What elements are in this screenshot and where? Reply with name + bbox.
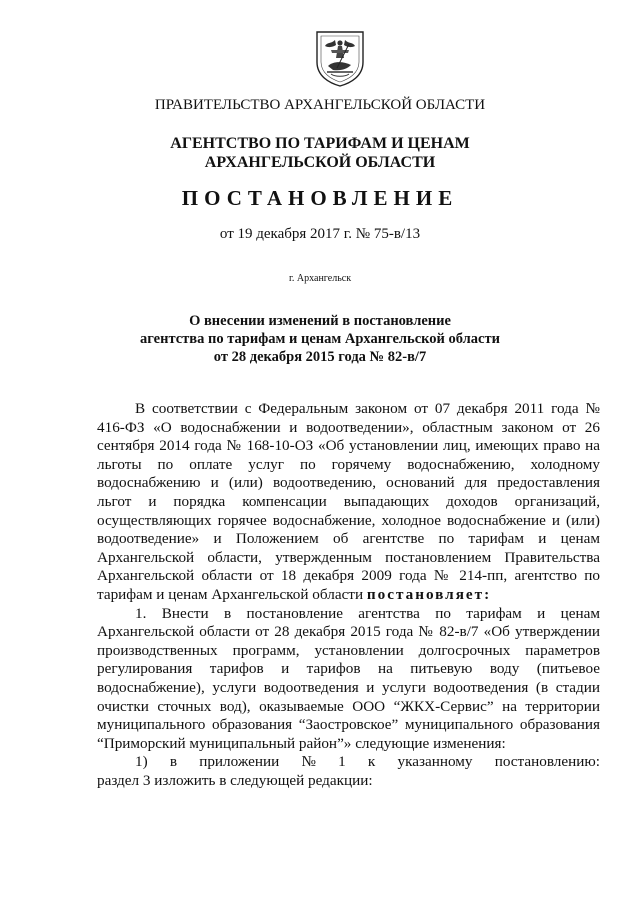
subitem-word: 1: [338, 753, 346, 771]
document-type: ПОСТАНОВЛЕНИЕ: [181, 186, 459, 210]
subitem-word: в: [169, 753, 178, 771]
agency-name-line1: АГЕНТСТВО ПО ТАРИФАМ И ЦЕНАМ: [170, 135, 470, 152]
subitem-1-continuation: раздел 3 изложить в следующей редакции:: [97, 771, 373, 789]
document-body: [97, 400, 600, 790]
coat-of-arms-emblem: [313, 28, 367, 88]
subitem-word: постановлению:: [494, 753, 600, 771]
subitem-word: №: [301, 753, 316, 771]
document-city: г. Архангельск: [288, 273, 352, 284]
subject-line1: О внесении изменений в постановление: [189, 313, 451, 329]
document-date-number: от 19 декабря 2017 г. № 75-в/13: [219, 226, 421, 242]
agency-name-line2: АРХАНГЕЛЬСКОЙ ОБЛАСТИ: [204, 154, 436, 171]
subitem-word: приложении: [199, 753, 280, 771]
subitem-word: 1): [135, 753, 148, 771]
preamble-paragraph: [97, 400, 600, 605]
subject-line2: агентства по тарифам и ценам Архангельской области: [140, 331, 500, 347]
resolves-keyword: постановляет:: [366, 585, 492, 603]
subitem-word: к: [367, 753, 376, 771]
agency-name: [0, 134, 640, 172]
subitem-1-line: [97, 753, 600, 772]
subitem-word: указанному: [397, 753, 473, 771]
preamble-text: В соответствии с Федеральным законом от 07 декабря 2011 года № 416-ФЗ «О водоснабжении и водоотведении», областным законом от 26 сентября 2014 года № 168-10-ОЗ «Об установлении лиц, имеющих право на льготы по оплате услуг по горячему водоснабжению, холодному водоснабжению и (или) водоотведению, оснований для предоставления льгот и порядка компенсации выпадающих доходов организаций, осуществляющих горячее водоснабжение, холодное водоснабжение и (или) водоотведение» и Положением об агентстве по тарифам и ценам Архангельской области, утвержденным постановлением Правительства Архангельской области от 18 декабря 2009 года № 214-пп, агентство по тарифам и ценам Архангельской области: [97, 400, 600, 603]
subject-line3: от 28 декабря 2015 года № 82-в/7: [213, 349, 427, 365]
government-name: ПРАВИТЕЛЬСТВО АРХАНГЕЛЬСКОЙ ОБЛАСТИ: [154, 97, 486, 113]
document-subject: [0, 312, 640, 366]
item-1-paragraph: 1. Внести в постановление агентства по тарифам и ценам Архангельской области от 28 декабря 2015 года № 82-в/7 «Об утверждении производственных программ, установлении долгосрочных параметров регулирования тарифов и тарифов на питьевую воду (питьевое водоснабжение), услуги водоотведения и услуги водоотведения (в стадии очистки сточных вод), оказываемые ООО “ЖКХ-Сервис” на территории муниципального образования “Заостровское” муниципального образования “Приморский муниципальный район”» следующие изменения:: [97, 604, 600, 752]
